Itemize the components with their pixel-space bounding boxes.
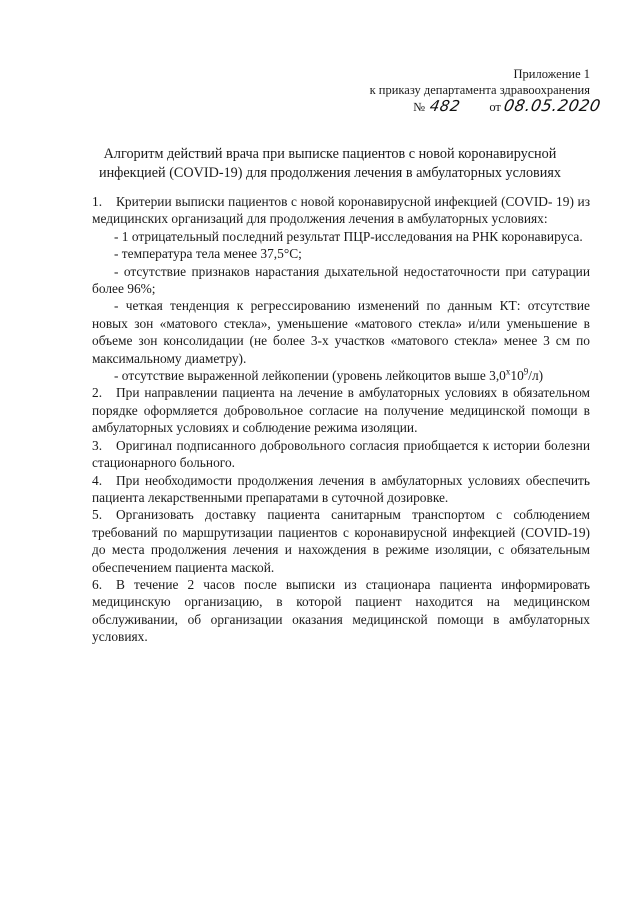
unit: /л) bbox=[528, 368, 544, 384]
item-2-number: 2. bbox=[92, 385, 103, 401]
criterion-ct: - четкая тенденция к регрессированию изменений по данным КТ: отсутствие новых зон «матового стекла», уменьшение «матового стекла» и/или уменьшение в объеме зон консолидации (не более 3-х участков «матового стекла» менее 3 см по максимальному диаметру). bbox=[92, 298, 590, 366]
item-3 bbox=[92, 437, 590, 472]
item-5-number: 5. bbox=[92, 507, 103, 523]
item-5 bbox=[92, 506, 590, 576]
item-4-number: 4. bbox=[92, 472, 103, 488]
title-line-1: Алгоритм действий врача при выписке пациентов с новой коронавирусной bbox=[103, 146, 557, 162]
item-3-text: Оригинал подписанного добровольного согласия приобщается к истории болезни стационарного больного. bbox=[92, 437, 590, 471]
document-body bbox=[92, 193, 590, 646]
appendix-title: Приложение 1 bbox=[513, 67, 590, 81]
order-number-date-line bbox=[370, 96, 603, 115]
handwritten-order-date: 08.05.2020 bbox=[502, 96, 603, 115]
title-line-2: инфекцией (COVID-19) для продолжения лечения в амбулаторных условиях bbox=[99, 165, 561, 181]
item-4 bbox=[92, 472, 590, 507]
power-base: 10 bbox=[510, 368, 524, 384]
document-title bbox=[70, 145, 590, 183]
appendix-header bbox=[369, 66, 603, 115]
handwritten-order-number: 482 bbox=[428, 97, 462, 115]
criterion-leukocytes-text: - отсутствие выраженной лейкопении (уровень лейкоцитов выше 3,0 bbox=[114, 368, 506, 384]
number-sign: № bbox=[413, 100, 426, 114]
item-3-number: 3. bbox=[92, 437, 103, 453]
item-6-number: 6. bbox=[92, 576, 103, 592]
item-6 bbox=[92, 576, 590, 646]
item-1-number: 1. bbox=[92, 194, 103, 209]
item-1 bbox=[92, 193, 590, 228]
criterion-leukocytes bbox=[92, 367, 590, 384]
item-4-text: При необходимости продолжения лечения в амбулаторных условиях обеспечить пациента лекарственными препаратами в суточной дозировке. bbox=[92, 472, 590, 505]
criterion-saturation: - отсутствие признаков нарастания дыхательной недостаточности при сатурации более 96%; bbox=[92, 263, 590, 297]
item-2 bbox=[92, 384, 590, 436]
date-label: от bbox=[489, 100, 501, 114]
item-5-text: Организовать доставку пациента санитарным транспортом с соблюдением требований по маршрутизации пациентов с коронавирусной инфекцией (COVID-19) до места продолжения лечения и нахождения в режиме изоляции, с обязательным обеспечением пациента маской. bbox=[92, 507, 590, 575]
times-sign: х bbox=[505, 366, 511, 377]
item-2-text: При направлении пациента на лечение в амбулаторных условиях в обязательном порядке оформляется добровольное согласие на получение медицинской помощи в амбулаторных условиях и соблюдение режима изоляции. bbox=[92, 385, 590, 436]
item-6-text: В течение 2 часов после выписки из стационара пациента информировать медицинскую организацию, в которой пациент находится на медицинском обслуживании, об организации оказания медицинской помощи в амбулаторных условиях. bbox=[92, 576, 590, 645]
power-exponent: 9 bbox=[523, 366, 529, 377]
item-1-text: Критерии выписки пациентов с новой коронавирусной инфекцией (COVID- 19) из медицинских организаций для продолжения лечения в амбулаторных условиях: bbox=[92, 194, 590, 227]
appendix-order-reference: к приказу департамента здравоохранения bbox=[369, 83, 590, 97]
criterion-temperature: - температура тела менее 37,5°С; bbox=[114, 246, 302, 262]
criterion-pcr: - 1 отрицательный последний результат ПЦР-исследования на РНК коронавируса. bbox=[114, 228, 583, 244]
